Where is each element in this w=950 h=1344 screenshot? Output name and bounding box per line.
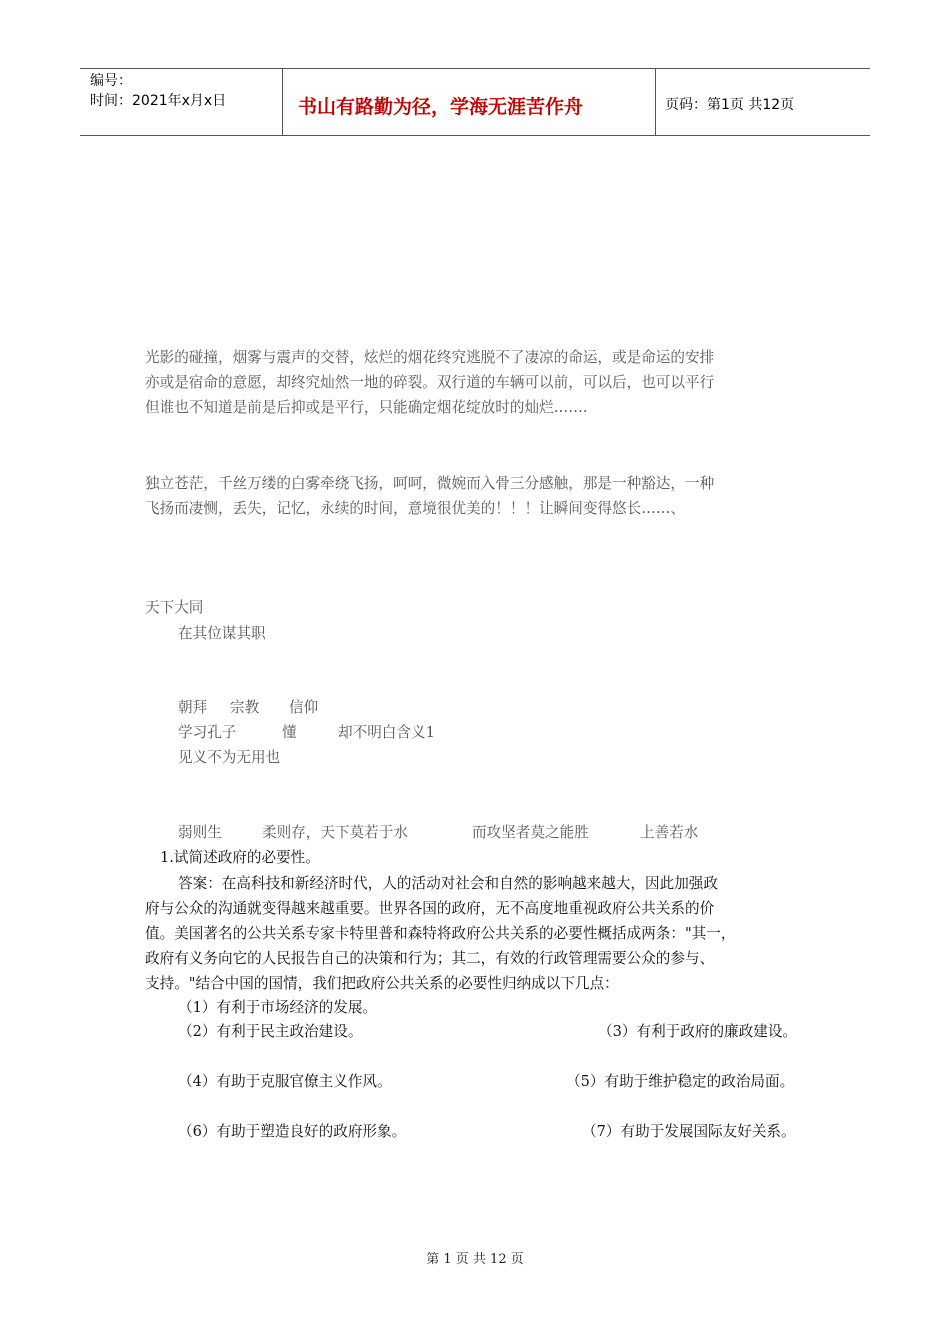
answer-line: 值。美国著名的公共关系专家卡特里普和森特将政府公共关系的必要性概括成两条："其一， (145, 925, 736, 942)
point-item: （4）有助于克服官僚主义作风。 (178, 1073, 392, 1090)
point-item: （6）有助于塑造良好的政府形象。 (178, 1123, 407, 1140)
text-line: 光影的碰撞，烟雾与震声的交替，炫烂的烟花终究逃脱不了凄凉的命运，或是命运的安排 (145, 349, 715, 366)
phrase: 懂 (282, 724, 297, 741)
text-line: 飞扬而凄恻，丢失，记忆，永续的时间，意境很优美的！！！让瞬间变得悠长……、 (145, 500, 685, 517)
phrase: 柔则存，天下莫若于水 (262, 824, 408, 841)
phrase: 朝拜 (178, 699, 208, 716)
header-divider-left (282, 68, 283, 136)
point-item: （7）有助于发展国际友好关系。 (582, 1123, 796, 1140)
answer-line: 支持。"结合中国的国情，我们把政府公共关系的必要性归纳成以下几点： (145, 975, 619, 992)
point-item: （1）有利于市场经济的发展。 (178, 999, 378, 1016)
point-item: （2）有利于民主政治建设。 (178, 1023, 363, 1040)
answer-line: 府与公众的沟通就变得越来越重要。世界各国的政府，无不高度地重视政府公共关系的价 (145, 900, 715, 917)
phrase: 弱则生 (178, 824, 222, 841)
text-line: 但谁也不知道是前是后抑或是平行，只能确定烟花绽放时的灿烂……. (145, 399, 588, 416)
point-item: （3）有利于政府的廉政建设。 (598, 1023, 798, 1040)
header-page-label: 页码：第1页 共12页 (665, 97, 795, 113)
text-line: 亦或是宿命的意愿，却终究灿然一地的碎裂。双行道的车辆可以前，可以后，也可以平行 (145, 374, 715, 391)
phrase: 上善若水 (640, 824, 699, 841)
header-motto: 书山有路勤为径，学海无涯苦作舟 (298, 96, 584, 118)
document-number-label: 编号： (90, 73, 132, 89)
page-footer: 第 1 页 共 12 页 (426, 1252, 524, 1267)
phrase: 信仰 (289, 699, 319, 716)
text-line: 独立苍茫，千丝万缕的白雾牵绕飞扬，呵呵，微婉而入骨三分感触，那是一种豁达，一种 (145, 475, 715, 492)
header-bottom-border (80, 135, 870, 136)
document-date-label: 时间：2021年x月x日 (90, 93, 227, 109)
answer-line: 答案：在高科技和新经济时代，人的活动对社会和自然的影响越来越大，因此加强政 (178, 875, 718, 892)
phrase: 宗教 (230, 699, 260, 716)
header-divider-right (655, 68, 656, 136)
header-top-border (80, 68, 870, 69)
phrase: 而攻坚者莫之能胜 (472, 824, 589, 841)
answer-line: 政府有义务向它的人民报告自己的决策和行为；其二，有效的行政管理需要公众的参与、 (145, 950, 715, 967)
text-line-zaiqi: 在其位谋其职 (178, 625, 266, 642)
text-line-tianxia: 天下大同 (145, 599, 204, 616)
text-line-jianyi: 见义不为无用也 (178, 749, 281, 766)
phrase: 却不明白含义1 (338, 724, 435, 741)
point-item: （5）有助于维护稳定的政治局面。 (566, 1073, 795, 1090)
phrase: 学习孔子 (178, 724, 237, 741)
question: 1.试简述政府的必要性。 (160, 849, 320, 866)
